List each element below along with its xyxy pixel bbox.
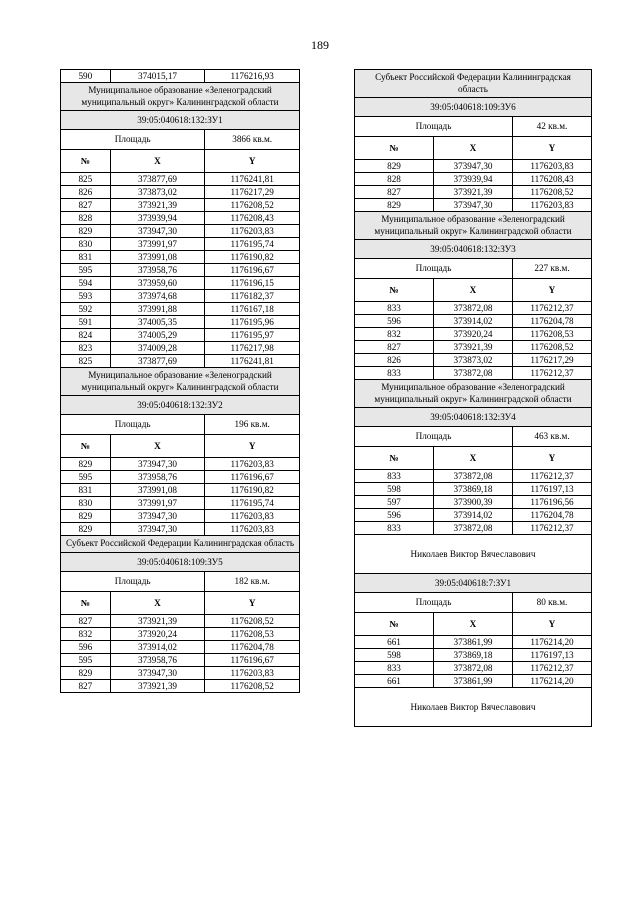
x-coordinate: 373914,02 [434, 509, 513, 522]
x-coordinate: 373958,76 [110, 654, 205, 667]
x-coordinate: 373991,08 [110, 251, 205, 264]
point-number: 824 [61, 329, 111, 342]
y-coordinate: 1176208,52 [205, 680, 300, 693]
point-number: 593 [61, 290, 111, 303]
y-coordinate: 1176208,43 [513, 173, 592, 186]
cadastral-number-row [355, 240, 592, 259]
cadastral-number: 39:05:040618:109:ЗУ6 [355, 98, 592, 117]
table-row [61, 212, 300, 225]
table-row [61, 471, 300, 484]
y-coordinate: 1176182,37 [205, 290, 300, 303]
table-row [355, 354, 592, 367]
table-row [355, 649, 592, 662]
y-coordinate: 1176203,83 [205, 458, 300, 471]
table-row [61, 329, 300, 342]
table-row [61, 277, 300, 290]
table-row [355, 315, 592, 328]
point-number: 829 [61, 667, 111, 680]
x-coordinate: 373947,30 [110, 667, 205, 680]
x-coordinate: 374015,17 [110, 70, 205, 83]
table-row [61, 225, 300, 238]
point-number: 827 [355, 341, 434, 354]
column-header-row [355, 447, 592, 470]
table-row [355, 302, 592, 315]
x-coordinate: 373991,97 [110, 238, 205, 251]
table-row [355, 636, 592, 649]
y-coordinate: 1176195,74 [205, 497, 300, 510]
table-row [61, 497, 300, 510]
point-number: 597 [355, 496, 434, 509]
header-number: № [61, 150, 111, 173]
table-row [355, 483, 592, 496]
y-coordinate: 1176195,96 [205, 316, 300, 329]
point-number: 595 [61, 654, 111, 667]
x-coordinate: 374005,35 [110, 316, 205, 329]
point-number: 591 [61, 316, 111, 329]
table-row [61, 654, 300, 667]
y-coordinate: 1176197,13 [513, 483, 592, 496]
x-coordinate: 374005,29 [110, 329, 205, 342]
table-row [355, 199, 592, 212]
cadastral-number-row [61, 396, 300, 415]
table-row [61, 251, 300, 264]
table-row [61, 680, 300, 693]
table-row [61, 342, 300, 355]
area-value: 42 кв.м. [513, 117, 592, 137]
column-header-row [61, 150, 300, 173]
y-coordinate: 1176204,78 [513, 509, 592, 522]
area-value: 182 кв.м. [205, 572, 300, 592]
y-coordinate: 1176203,83 [205, 523, 300, 536]
point-number: 833 [355, 470, 434, 483]
point-number: 829 [61, 225, 111, 238]
x-coordinate: 373920,24 [434, 328, 513, 341]
area-value: 463 кв.м. [513, 427, 592, 447]
point-number: 596 [61, 641, 111, 654]
x-coordinate: 373872,08 [434, 302, 513, 315]
cadastral-number: 39:05:040618:132:ЗУ1 [61, 111, 300, 130]
point-number: 833 [355, 662, 434, 675]
table-row [355, 662, 592, 675]
point-number: 827 [355, 186, 434, 199]
table-row [61, 173, 300, 186]
table-row [355, 186, 592, 199]
y-coordinate: 1176208,52 [205, 615, 300, 628]
table-row [355, 328, 592, 341]
x-coordinate: 373873,02 [434, 354, 513, 367]
x-coordinate: 373872,08 [434, 662, 513, 675]
owner-subject: Муниципальное образование «Зеленоградский муниципальный округ» Калининградской области [61, 368, 300, 396]
x-coordinate: 373921,39 [110, 615, 205, 628]
point-number: 592 [61, 303, 111, 316]
y-coordinate: 1176212,37 [513, 302, 592, 315]
point-number: 829 [355, 199, 434, 212]
y-coordinate: 1176212,37 [513, 367, 592, 380]
column-header-row [61, 592, 300, 615]
x-coordinate: 373872,08 [434, 470, 513, 483]
table-row [61, 484, 300, 497]
area-label: Площадь [355, 427, 513, 447]
x-coordinate: 373921,39 [110, 199, 205, 212]
right-coordinates-table [354, 69, 592, 727]
y-coordinate: 1176217,29 [513, 354, 592, 367]
table-row [61, 641, 300, 654]
x-coordinate: 373947,30 [110, 458, 205, 471]
point-number: 598 [355, 483, 434, 496]
point-number: 829 [61, 523, 111, 536]
x-coordinate: 373947,30 [110, 510, 205, 523]
table-row [355, 509, 592, 522]
y-coordinate: 1176214,20 [513, 636, 592, 649]
cadastral-number-row [61, 553, 300, 572]
header-x: X [434, 279, 513, 302]
y-coordinate: 1176196,56 [513, 496, 592, 509]
owner-subject-row [61, 83, 300, 111]
table-row [61, 186, 300, 199]
y-coordinate: 1176190,82 [205, 251, 300, 264]
y-coordinate: 1176212,37 [513, 662, 592, 675]
table-row [61, 316, 300, 329]
point-number: 828 [61, 212, 111, 225]
header-x: X [110, 150, 205, 173]
x-coordinate: 373959,60 [110, 277, 205, 290]
header-x: X [434, 613, 513, 636]
table-row [61, 238, 300, 251]
y-coordinate: 1176204,78 [205, 641, 300, 654]
point-number: 832 [61, 628, 111, 641]
x-coordinate: 373872,08 [434, 367, 513, 380]
x-coordinate: 373921,39 [434, 186, 513, 199]
y-coordinate: 1176241,81 [205, 173, 300, 186]
area-label: Площадь [355, 259, 513, 279]
header-number: № [355, 447, 434, 470]
x-coordinate: 373872,08 [434, 522, 513, 535]
y-coordinate: 1176208,53 [513, 328, 592, 341]
y-coordinate: 1176241,81 [205, 355, 300, 368]
y-coordinate: 1176195,97 [205, 329, 300, 342]
y-coordinate: 1176212,37 [513, 522, 592, 535]
y-coordinate: 1176208,52 [513, 341, 592, 354]
x-coordinate: 373869,18 [434, 483, 513, 496]
header-y: Y [513, 137, 592, 160]
x-coordinate: 373947,30 [110, 225, 205, 238]
area-label: Площадь [355, 117, 513, 137]
y-coordinate: 1176204,78 [513, 315, 592, 328]
header-y: Y [205, 592, 300, 615]
x-coordinate: 373869,18 [434, 649, 513, 662]
owner-subject: Муниципальное образование «Зеленоградский муниципальный округ» Калининградской области [355, 380, 592, 408]
x-coordinate: 373921,39 [110, 680, 205, 693]
x-coordinate: 373939,94 [434, 173, 513, 186]
point-number: 830 [61, 238, 111, 251]
area-value: 227 кв.м. [513, 259, 592, 279]
area-row [61, 415, 300, 435]
table-row [61, 667, 300, 680]
header-y: Y [205, 150, 300, 173]
table-row [61, 70, 300, 83]
y-coordinate: 1176214,20 [513, 675, 592, 688]
cadastral-number-row [355, 574, 592, 593]
cadastral-number-row [61, 111, 300, 130]
point-number: 827 [61, 680, 111, 693]
area-row [61, 130, 300, 150]
area-label: Площадь [61, 572, 205, 592]
y-coordinate: 1176208,43 [205, 212, 300, 225]
y-coordinate: 1176196,15 [205, 277, 300, 290]
owner-person: Николаев Виктор Вячеславович [355, 688, 592, 727]
point-number: 833 [355, 367, 434, 380]
table-row [61, 264, 300, 277]
table-row [355, 160, 592, 173]
table-row [61, 458, 300, 471]
x-coordinate: 373877,69 [110, 355, 205, 368]
x-coordinate: 373861,99 [434, 675, 513, 688]
area-value: 196 кв.м. [205, 415, 300, 435]
cadastral-number-row [355, 408, 592, 427]
x-coordinate: 373873,02 [110, 186, 205, 199]
point-number: 832 [355, 328, 434, 341]
x-coordinate: 373921,39 [434, 341, 513, 354]
header-y: Y [205, 435, 300, 458]
table-row [355, 496, 592, 509]
cadastral-number-row [355, 98, 592, 117]
owner-person-row [355, 688, 592, 727]
table-row [61, 510, 300, 523]
x-coordinate: 373947,30 [434, 199, 513, 212]
owner-subject-row [61, 536, 300, 553]
header-y: Y [513, 613, 592, 636]
point-number: 598 [355, 649, 434, 662]
area-value: 80 кв.м. [513, 593, 592, 613]
point-number: 661 [355, 675, 434, 688]
table-row [61, 355, 300, 368]
area-row [355, 427, 592, 447]
table-row [61, 290, 300, 303]
header-x: X [434, 137, 513, 160]
header-number: № [355, 137, 434, 160]
header-x: X [110, 592, 205, 615]
point-number: 829 [355, 160, 434, 173]
y-coordinate: 1176208,52 [513, 186, 592, 199]
y-coordinate: 1176196,67 [205, 654, 300, 667]
table-row [355, 173, 592, 186]
cadastral-number: 39:05:040618:132:ЗУ4 [355, 408, 592, 427]
owner-person: Николаев Виктор Вячеславович [355, 535, 592, 574]
point-number: 825 [61, 355, 111, 368]
area-row [355, 593, 592, 613]
point-number: 595 [61, 264, 111, 277]
header-x: X [110, 435, 205, 458]
point-number: 826 [61, 186, 111, 199]
point-number: 829 [61, 458, 111, 471]
left-coordinates-table [60, 69, 300, 693]
owner-subject-row [355, 70, 592, 98]
x-coordinate: 373939,94 [110, 212, 205, 225]
table-row [355, 367, 592, 380]
owner-subject-row [61, 368, 300, 396]
owner-subject: Муниципальное образование «Зеленоградский муниципальный округ» Калининградской области [355, 212, 592, 240]
point-number: 596 [355, 509, 434, 522]
y-coordinate: 1176203,83 [513, 160, 592, 173]
point-number: 833 [355, 302, 434, 315]
area-label: Площадь [61, 130, 205, 150]
point-number: 827 [61, 199, 111, 212]
point-number: 831 [61, 484, 111, 497]
y-coordinate: 1176196,67 [205, 471, 300, 484]
y-coordinate: 1176208,53 [205, 628, 300, 641]
y-coordinate: 1176217,29 [205, 186, 300, 199]
x-coordinate: 373920,24 [110, 628, 205, 641]
x-coordinate: 373914,02 [110, 641, 205, 654]
header-number: № [61, 435, 111, 458]
y-coordinate: 1176203,83 [205, 225, 300, 238]
owner-subject-row [355, 380, 592, 408]
header-number: № [61, 592, 111, 615]
area-label: Площадь [61, 415, 205, 435]
table-row [61, 523, 300, 536]
x-coordinate: 373861,99 [434, 636, 513, 649]
owner-person-row [355, 535, 592, 574]
y-coordinate: 1176217,98 [205, 342, 300, 355]
owner-subject-row [355, 212, 592, 240]
y-coordinate: 1176212,37 [513, 470, 592, 483]
point-number: 594 [61, 277, 111, 290]
header-y: Y [513, 447, 592, 470]
header-y: Y [513, 279, 592, 302]
header-number: № [355, 613, 434, 636]
owner-subject: Субъект Российской Федерации Калининградская область [355, 70, 592, 98]
point-number: 829 [61, 510, 111, 523]
column-header-row [355, 613, 592, 636]
x-coordinate: 374009,28 [110, 342, 205, 355]
x-coordinate: 373877,69 [110, 173, 205, 186]
table-row [61, 615, 300, 628]
cadastral-number: 39:05:040618:132:ЗУ2 [61, 396, 300, 415]
header-number: № [355, 279, 434, 302]
area-row [355, 259, 592, 279]
x-coordinate: 373947,30 [434, 160, 513, 173]
y-coordinate: 1176190,82 [205, 484, 300, 497]
y-coordinate: 1176203,83 [513, 199, 592, 212]
point-number: 823 [61, 342, 111, 355]
cadastral-number: 39:05:040618:109:ЗУ5 [61, 553, 300, 572]
x-coordinate: 373974,68 [110, 290, 205, 303]
x-coordinate: 373991,88 [110, 303, 205, 316]
point-number: 661 [355, 636, 434, 649]
header-x: X [434, 447, 513, 470]
table-row [355, 341, 592, 354]
y-coordinate: 1176196,67 [205, 264, 300, 277]
cadastral-number: 39:05:040618:7:ЗУ1 [355, 574, 592, 593]
right-column [354, 69, 592, 727]
x-coordinate: 373991,08 [110, 484, 205, 497]
table-row [61, 199, 300, 212]
table-row [355, 522, 592, 535]
point-number: 830 [61, 497, 111, 510]
x-coordinate: 373914,02 [434, 315, 513, 328]
table-row [61, 303, 300, 316]
point-number: 826 [355, 354, 434, 367]
point-number: 831 [61, 251, 111, 264]
x-coordinate: 373991,97 [110, 497, 205, 510]
table-row [355, 470, 592, 483]
point-number: 595 [61, 471, 111, 484]
y-coordinate: 1176197,13 [513, 649, 592, 662]
y-coordinate: 1176167,18 [205, 303, 300, 316]
point-number: 590 [61, 70, 111, 83]
x-coordinate: 373900,39 [434, 496, 513, 509]
column-header-row [355, 137, 592, 160]
point-number: 596 [355, 315, 434, 328]
y-coordinate: 1176208,52 [205, 199, 300, 212]
cadastral-number: 39:05:040618:132:ЗУ3 [355, 240, 592, 259]
left-column [60, 69, 300, 693]
owner-subject: Субъект Российской Федерации Калининградская область [61, 536, 300, 553]
column-header-row [61, 435, 300, 458]
point-number: 828 [355, 173, 434, 186]
point-number: 833 [355, 522, 434, 535]
y-coordinate: 1176195,74 [205, 238, 300, 251]
area-value: 3866 кв.м. [205, 130, 300, 150]
area-row [355, 117, 592, 137]
owner-subject: Муниципальное образование «Зеленоградский муниципальный округ» Калининградской области [61, 83, 300, 111]
y-coordinate: 1176216,93 [205, 70, 300, 83]
x-coordinate: 373958,76 [110, 471, 205, 484]
x-coordinate: 373958,76 [110, 264, 205, 277]
column-header-row [355, 279, 592, 302]
x-coordinate: 373947,30 [110, 523, 205, 536]
y-coordinate: 1176203,83 [205, 667, 300, 680]
point-number: 825 [61, 173, 111, 186]
y-coordinate: 1176203,83 [205, 510, 300, 523]
point-number: 827 [61, 615, 111, 628]
area-label: Площадь [355, 593, 513, 613]
table-row [61, 628, 300, 641]
table-row [355, 675, 592, 688]
area-row [61, 572, 300, 592]
page-number: 189 [311, 38, 329, 52]
